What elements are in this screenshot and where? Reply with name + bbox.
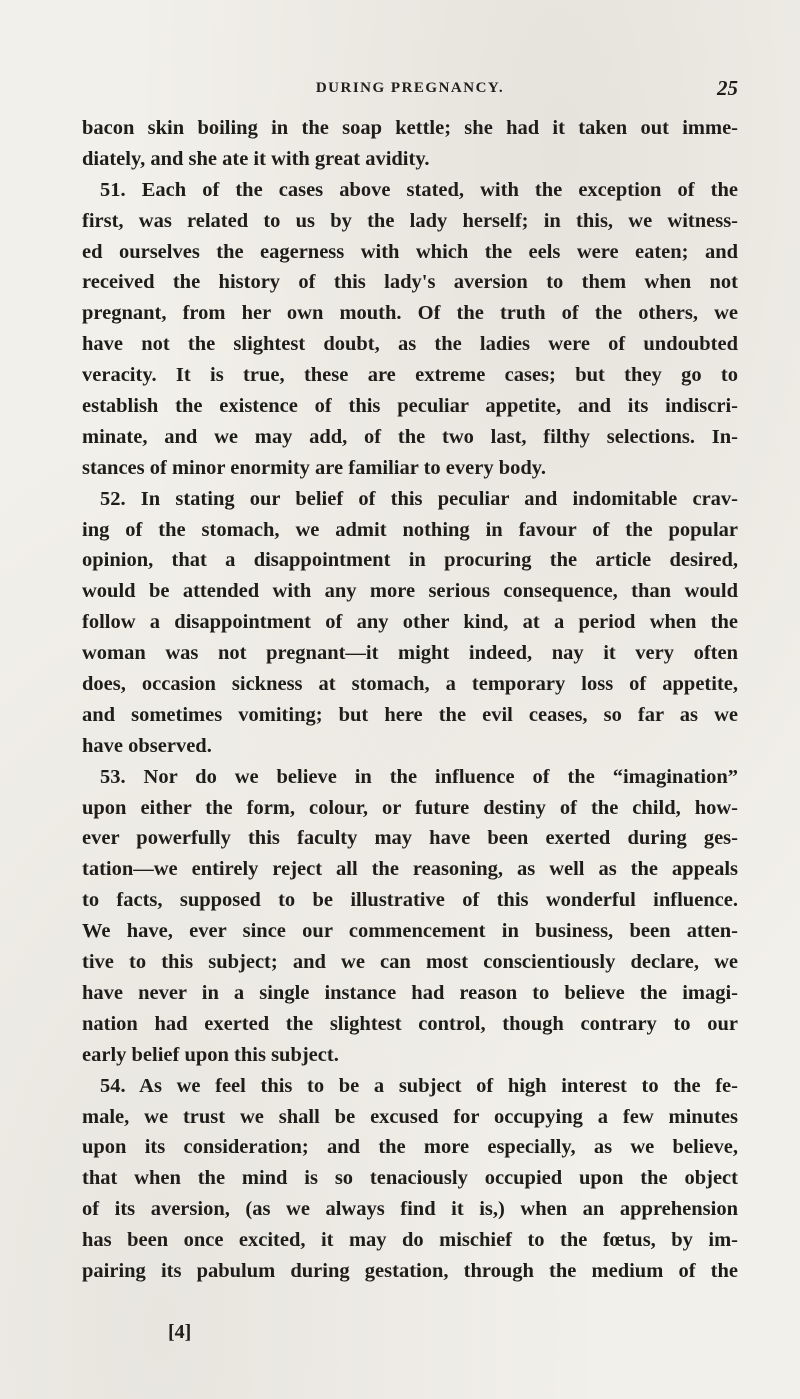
text-line: upon its consideration; and the more especially, as we believe, bbox=[82, 1136, 738, 1159]
text-line: ever powerfully this faculty may have been exerted during ges- bbox=[82, 827, 738, 850]
text-line: veracity. It is true, these are extreme cases; but they go to bbox=[82, 364, 738, 387]
text-line: pairing its pabulum during gestation, through the medium of the bbox=[82, 1259, 738, 1282]
text-line: have not the slightest doubt, as the ladies were of undoubted bbox=[82, 333, 738, 356]
text-line: pregnant, from her own mouth. Of the truth of the others, we bbox=[82, 302, 738, 325]
text-line: that when the mind is so tenaciously occupied upon the object bbox=[82, 1167, 738, 1190]
running-title: DURING PREGNANCY. bbox=[315, 80, 505, 96]
text-line: to facts, supposed to be illustrative of this wonderful influence. bbox=[82, 889, 738, 912]
text-line: bacon skin boiling in the soap kettle; she had it taken out imme- bbox=[82, 117, 738, 139]
text-line: ing of the stomach, we admit nothing in favour of the popular bbox=[82, 518, 738, 541]
text-line: nation had exerted the slightest control, though contrary to our bbox=[82, 1012, 738, 1035]
text-line: stances of minor enormity are familiar to every body. bbox=[82, 456, 547, 479]
text-line: of its aversion, (as we always find it is,) when an apprehension bbox=[82, 1198, 738, 1221]
text-line: and sometimes vomiting; but here the evil ceases, so far as we bbox=[82, 703, 738, 726]
text-line: follow a disappointment of any other kind, at a period when the bbox=[82, 611, 738, 634]
text-line: upon either the form, colour, or future destiny of the child, how- bbox=[82, 796, 738, 819]
page-number: 25 bbox=[717, 76, 738, 100]
text-line: diately, and she ate it with great avidity. bbox=[82, 147, 430, 170]
text-line: would be attended with any more serious consequence, than would bbox=[82, 580, 738, 603]
text-line: have observed. bbox=[82, 734, 212, 757]
text-line: received the history of this lady's aversion to them when not bbox=[82, 271, 738, 294]
text-line: minate, and we may add, of the two last, filthy selections. In- bbox=[82, 425, 738, 448]
text-line: 53. Nor do we believe in the influence of the “imagination” bbox=[100, 765, 738, 788]
text-line: does, occasion sickness at stomach, a temporary loss of appetite, bbox=[82, 673, 738, 696]
signature-mark: [4] bbox=[168, 1321, 192, 1343]
text-line: first, was related to us by the lady herself; in this, we witness- bbox=[82, 209, 738, 232]
text-line: establish the existence of this peculiar appetite, and its indiscri- bbox=[82, 395, 738, 418]
text-line: woman was not pregnant—it might indeed, nay it very often bbox=[82, 642, 738, 665]
text-line: 54. As we feel this to be a subject of high interest to the fe- bbox=[100, 1074, 738, 1097]
text-line: 51. Each of the cases above stated, with the exception of the bbox=[100, 178, 738, 201]
text-line: opinion, that a disappointment in procuring the article desired, bbox=[82, 549, 738, 572]
body-text bbox=[82, 113, 738, 1287]
text-line: ed ourselves the eagerness with which the eels were eaten; and bbox=[82, 240, 738, 263]
text-line: 52. In stating our belief of this peculiar and indomitable crav- bbox=[100, 487, 738, 510]
text-line: has been once excited, it may do mischief to the fœtus, by im- bbox=[82, 1229, 738, 1252]
text-line: tive to this subject; and we can most conscientiously declare, we bbox=[82, 951, 738, 974]
text-line: We have, ever since our commencement in business, been atten- bbox=[82, 920, 738, 943]
text-line: have never in a single instance had reason to believe the imagi- bbox=[82, 981, 738, 1004]
text-line: tation—we entirely reject all the reasoning, as well as the appeals bbox=[82, 858, 738, 881]
running-head bbox=[82, 76, 738, 104]
text-line: male, we trust we shall be excused for occupying a few minutes bbox=[82, 1105, 738, 1128]
text-line: early belief upon this subject. bbox=[82, 1043, 339, 1066]
